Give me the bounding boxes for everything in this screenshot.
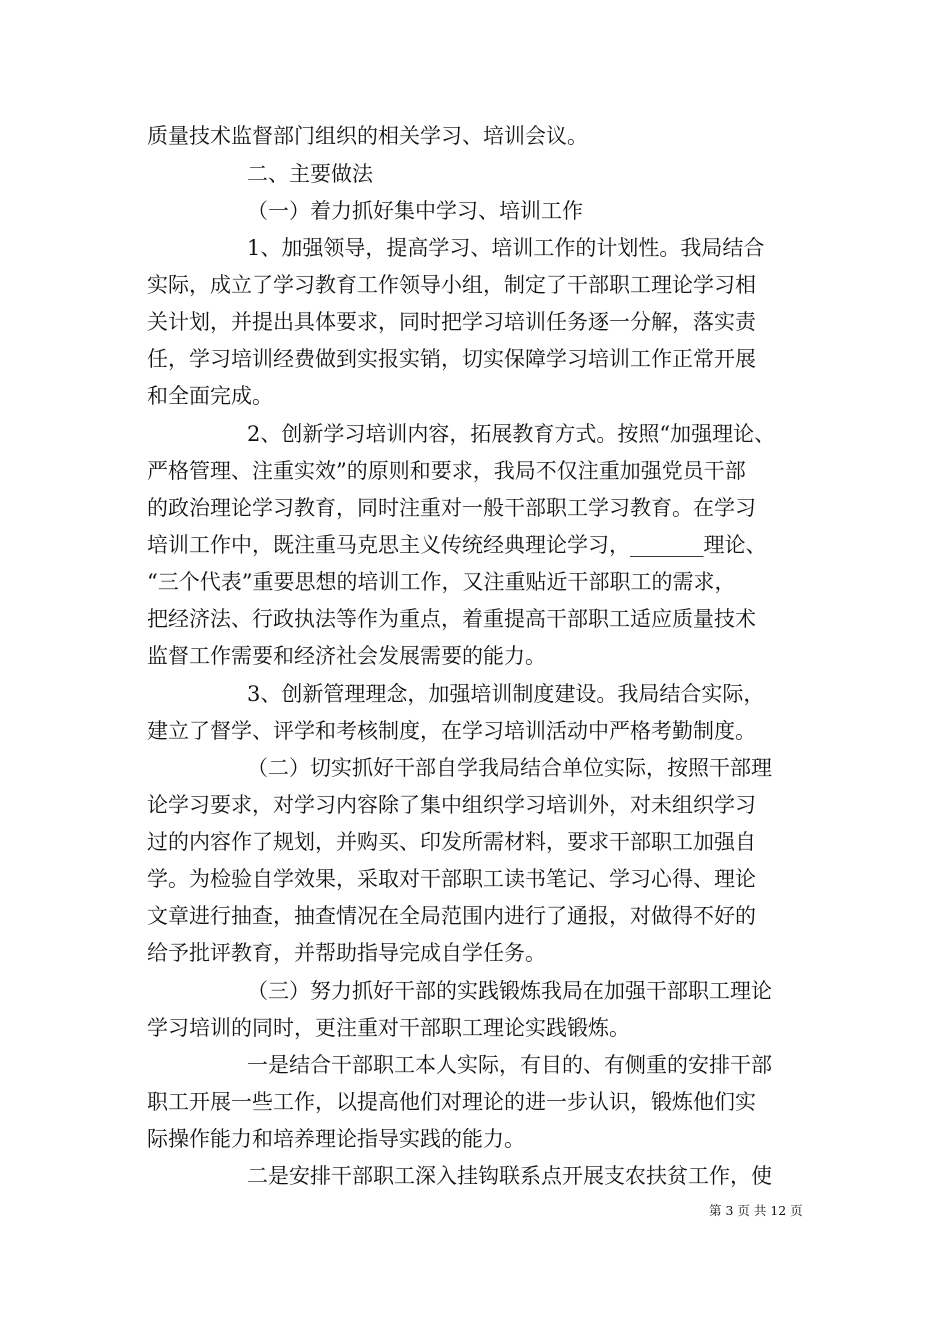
section-heading-main-methods: 二、主要做法	[247, 162, 373, 186]
text-line-17: 建立了督学、评学和考核制度，在学习培训活动中严格考勤制度。	[147, 719, 756, 743]
text-line-13: “三个代表”重要思想的培训工作，又注重贴近干部职工的需求，	[147, 570, 736, 594]
text-line-22: 文章进行抽查，抽查情况在全局范围内进行了通报，对做得不好的	[147, 904, 756, 928]
text-line-25: 学习培训的同时，更注重对干部职工理论实践锻炼。	[147, 1016, 630, 1040]
text-line-12: 培训工作中，既注重马克思主义传统经典理论学习，_______理论、	[147, 533, 767, 557]
text-line-9: 2、创新学习培训内容，拓展教育方式。按照“加强理论、	[247, 422, 776, 446]
subsection-heading-1: （一）着力抓好集中学习、培训工作	[247, 199, 583, 223]
text-line-28: 际操作能力和培养理论指导实践的能力。	[147, 1127, 525, 1151]
text-line-27: 职工开展一些工作，以提高他们对理论的进一步认识，锻炼他们实	[147, 1090, 756, 1114]
text-line-10: 严格管理、注重实效”的原则和要求，我局不仅注重加强党员干部	[147, 459, 746, 483]
text-line-6: 关计划，并提出具体要求，同时把学习培训任务逐一分解，落实责	[147, 310, 756, 334]
page-number-footer: 第 3 页 共 12 页	[709, 1203, 803, 1218]
text-line-26: 一是结合干部职工本人实际，有目的、有侧重的安排干部	[247, 1053, 772, 1077]
text-line-8: 和全面完成。	[147, 384, 273, 408]
text-line-11: 的政治理论学习教育，同时注重对一般干部职工学习教育。在学习	[147, 496, 756, 520]
text-line-18: （二）切实抓好干部自学我局结合单位实际，按照干部理	[247, 756, 772, 780]
text-line-19: 论学习要求，对学习内容除了集中组织学习培训外，对未组织学习	[147, 793, 756, 817]
text-line-1: 质量技术监督部门组织的相关学习、培训会议。	[147, 124, 588, 148]
text-line-21: 学。为检验自学效果，采取对干部职工读书笔记、学习心得、理论	[147, 867, 756, 891]
text-line-15: 监督工作需要和经济社会发展需要的能力。	[147, 644, 546, 668]
text-line-23: 给予批评教育，并帮助指导完成自学任务。	[147, 941, 546, 965]
text-line-5: 实际，成立了学习教育工作领导小组，制定了干部职工理论学习相	[147, 273, 756, 297]
text-line-29: 二是安排干部职工深入挂钩联系点开展支农扶贫工作，使	[247, 1164, 772, 1188]
text-line-24: （三）努力抓好干部的实践锻炼我局在加强干部职工理论	[247, 979, 772, 1003]
text-line-20: 过的内容作了规划，并购买、印发所需材料，要求干部职工加强自	[147, 830, 756, 854]
text-line-7: 任，学习培训经费做到实报实销，切实保障学习培训工作正常开展	[147, 347, 756, 371]
text-line-14: 把经济法、行政执法等作为重点，着重提高干部职工适应质量技术	[147, 607, 756, 631]
text-line-16: 3、创新管理理念，加强培训制度建设。我局结合实际，	[247, 682, 765, 706]
text-line-4: 1、加强领导，提高学习、培训工作的计划性。我局结合	[247, 236, 765, 260]
